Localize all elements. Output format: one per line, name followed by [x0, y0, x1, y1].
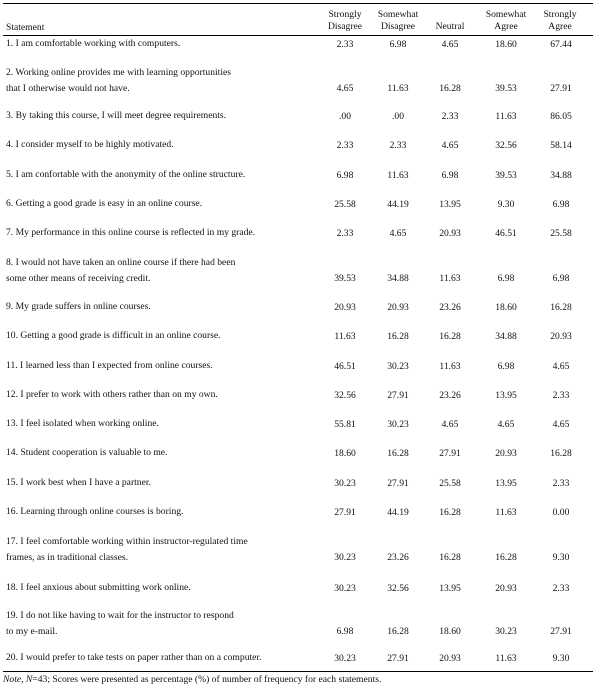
value-cell: 30.23 [495, 626, 517, 637]
statement-cell [6, 225, 291, 241]
statement-cell [6, 608, 291, 639]
value-cell: 23.26 [439, 302, 461, 313]
statement-cell [6, 445, 291, 461]
statement-cell [6, 299, 291, 315]
value-cell: 6.98 [336, 170, 354, 181]
value-cell: 16.28 [387, 626, 409, 637]
value-cell: 13.95 [439, 199, 461, 210]
value-cell: 2.33 [336, 228, 354, 239]
value-cell: 20.93 [387, 302, 409, 313]
value-cell: 0.00 [552, 507, 570, 518]
value-cell: 9.30 [497, 199, 515, 210]
table-row [3, 299, 593, 323]
header-statement: Statement [6, 22, 45, 33]
statement-cell [6, 65, 291, 96]
statement-cell [6, 504, 291, 520]
value-cell: 23.26 [439, 390, 461, 401]
value-cell: .00 [392, 111, 404, 122]
statement-text: 18. I feel anxious about submitting work online. [6, 582, 191, 593]
table-row [3, 108, 593, 132]
value-cell: 67.44 [550, 39, 572, 50]
value-cell: 30.23 [334, 478, 356, 489]
value-cell: 2.33 [336, 39, 354, 50]
value-cell: 13.95 [495, 478, 517, 489]
statement-text: 11. I learned less than I expected from online courses. [6, 360, 213, 371]
value-cell: 11.63 [495, 111, 517, 122]
statement-text: 20. I would prefer to take tests on paper rather than on a computer. [6, 652, 262, 663]
table-row [3, 504, 593, 528]
value-cell: 44.19 [387, 507, 409, 518]
table-row [3, 534, 593, 574]
value-cell: 6.98 [497, 361, 515, 372]
value-cell: 16.28 [439, 331, 461, 342]
value-cell: 34.88 [387, 273, 409, 284]
statement-cell [6, 167, 291, 183]
header-strongly-disagree: Strongly Disagree [327, 9, 363, 32]
value-cell: 20.93 [439, 228, 461, 239]
statement-cell [6, 475, 291, 491]
statement-text: 9. My grade suffers in online courses. [6, 301, 151, 312]
value-cell: 6.98 [389, 39, 407, 50]
value-cell: 6.98 [497, 273, 515, 284]
table-note: Note, N=43; Scores were presented as percentage (%) of number of frequency for each statements. [3, 674, 382, 685]
statement-text: 7. My performance in this online course is reflected in my grade. [6, 227, 256, 238]
value-cell: 20.93 [495, 448, 517, 459]
statement-text: 10. Getting a good grade is difficult in an online course. [6, 330, 221, 341]
value-cell: 16.28 [439, 507, 461, 518]
value-cell: 18.60 [495, 39, 517, 50]
value-cell: 18.60 [439, 626, 461, 637]
value-cell: 34.88 [495, 331, 517, 342]
statement-cell [6, 196, 291, 212]
value-cell: 86.05 [550, 111, 572, 122]
value-cell: 4.65 [389, 228, 407, 239]
value-cell: 11.63 [387, 83, 409, 94]
value-cell: 20.93 [550, 331, 572, 342]
value-cell: 2.33 [389, 140, 407, 151]
note-text: =43; Scores were presented as percentage (%) of number of frequency for each statements. [32, 674, 382, 685]
note-label: Note [3, 674, 22, 685]
value-cell: 20.93 [495, 583, 517, 594]
table-row [3, 225, 593, 249]
value-cell: .00 [339, 111, 351, 122]
value-cell: 6.98 [552, 199, 570, 210]
value-cell: 27.91 [439, 448, 461, 459]
value-cell: 30.23 [334, 583, 356, 594]
statement-cell [6, 328, 291, 344]
value-cell: 25.58 [439, 478, 461, 489]
table-row [3, 65, 593, 105]
value-cell: 11.63 [387, 170, 409, 181]
value-cell: 4.65 [552, 419, 570, 430]
statement-text-cont: frames, as in traditional classes. [6, 551, 129, 563]
value-cell: 16.28 [439, 83, 461, 94]
value-cell: 16.28 [387, 331, 409, 342]
value-cell: 6.98 [552, 273, 570, 284]
value-cell: 2.33 [441, 111, 459, 122]
table-row [3, 416, 593, 440]
statement-cell [6, 650, 291, 666]
value-cell: 4.65 [441, 419, 459, 430]
statement-cell [6, 36, 291, 52]
value-cell: 34.88 [550, 170, 572, 181]
value-cell: 9.30 [552, 653, 570, 664]
table-row [3, 358, 593, 382]
value-cell: 13.95 [439, 583, 461, 594]
table-header [3, 3, 593, 35]
statement-cell [6, 580, 291, 596]
value-cell: 32.56 [387, 583, 409, 594]
statement-text: 1. I am comfortable working with computers. [6, 38, 181, 49]
statement-cell [6, 416, 291, 432]
value-cell: 2.33 [552, 478, 570, 489]
header-somewhat-agree: Somewhat Agree [485, 9, 527, 32]
value-cell: 6.98 [336, 626, 354, 637]
table-row [3, 608, 593, 648]
statement-cell [6, 387, 291, 403]
value-cell: 13.95 [495, 390, 517, 401]
value-cell: 11.63 [439, 361, 461, 372]
table-row [3, 475, 593, 499]
statement-text: 15. I work best when I have a partner. [6, 477, 151, 488]
header-somewhat-disagree: Somewhat Disagree [377, 9, 419, 32]
statement-text: 14. Student cooperation is valuable to me. [6, 447, 168, 458]
value-cell: 30.23 [387, 361, 409, 372]
value-cell: 2.33 [552, 583, 570, 594]
statement-cell [6, 534, 291, 565]
statement-text: 4. I consider myself to be highly motivated. [6, 139, 174, 150]
value-cell: 16.28 [550, 448, 572, 459]
statement-text: 6. Getting a good grade is easy in an online course. [6, 198, 203, 209]
value-cell: 30.23 [334, 552, 356, 563]
statement-cell [6, 358, 291, 374]
value-cell: 20.93 [334, 302, 356, 313]
value-cell: 30.23 [334, 653, 356, 664]
value-cell: 16.28 [439, 552, 461, 563]
statement-text: 2. Working online provides me with learning opportunities [6, 67, 232, 78]
table-row [3, 167, 593, 191]
value-cell: 39.53 [495, 83, 517, 94]
table-row [3, 445, 593, 469]
table-row [3, 387, 593, 411]
value-cell: 44.19 [387, 199, 409, 210]
table-row [3, 580, 593, 604]
value-cell: 27.91 [550, 626, 572, 637]
value-cell: 30.23 [387, 419, 409, 430]
value-cell: 27.91 [550, 83, 572, 94]
value-cell: 18.60 [495, 302, 517, 313]
statement-text: 17. I feel comfortable working within instructor-regulated time [6, 536, 248, 547]
value-cell: 39.53 [334, 273, 356, 284]
statement-cell [6, 137, 291, 153]
value-cell: 23.26 [387, 552, 409, 563]
statement-text: 19. I do not like having to wait for the instructor to respond [6, 610, 234, 621]
value-cell: 4.65 [552, 361, 570, 372]
value-cell: 27.91 [387, 653, 409, 664]
statement-text: 12. I prefer to work with others rather than on my own. [6, 389, 218, 400]
value-cell: 4.65 [441, 39, 459, 50]
value-cell: 9.30 [552, 552, 570, 563]
value-cell: 2.33 [336, 140, 354, 151]
value-cell: 32.56 [334, 390, 356, 401]
value-cell: 25.58 [550, 228, 572, 239]
statement-text-cont: to my e-mail. [6, 625, 58, 637]
bottom-rule [3, 671, 593, 672]
value-cell: 27.91 [387, 390, 409, 401]
table-row [3, 137, 593, 161]
value-cell: 16.28 [550, 302, 572, 313]
statement-text: 8. I would not have taken an online course if there had been [6, 257, 236, 268]
statement-text-cont: that I otherwise would not have. [6, 82, 130, 94]
value-cell: 11.63 [495, 507, 517, 518]
value-cell: 58.14 [550, 140, 572, 151]
value-cell: 39.53 [495, 170, 517, 181]
value-cell: 16.28 [387, 448, 409, 459]
value-cell: 11.63 [439, 273, 461, 284]
note-n-label: N [25, 674, 33, 685]
statement-text: 13. I feel isolated when working online. [6, 418, 159, 429]
statement-cell [6, 255, 291, 286]
value-cell: 20.93 [439, 653, 461, 664]
header-strongly-agree: Strongly Agree [543, 9, 577, 32]
value-cell: 46.51 [495, 228, 517, 239]
value-cell: 4.65 [497, 419, 515, 430]
value-cell: 32.56 [495, 140, 517, 151]
value-cell: 4.65 [336, 83, 354, 94]
value-cell: 11.63 [334, 331, 356, 342]
value-cell: 18.60 [334, 448, 356, 459]
value-cell: 27.91 [334, 507, 356, 518]
statement-cell [6, 108, 291, 124]
value-cell: 46.51 [334, 361, 356, 372]
table-row [3, 36, 593, 60]
value-cell: 2.33 [552, 390, 570, 401]
value-cell: 27.91 [387, 478, 409, 489]
header-neutral: Neutral [435, 20, 465, 32]
value-cell: 11.63 [495, 653, 517, 664]
value-cell: 6.98 [441, 170, 459, 181]
statement-text-cont: some other means of receiving credit. [6, 272, 151, 284]
value-cell: 25.58 [334, 199, 356, 210]
value-cell: 55.81 [334, 419, 356, 430]
statement-text: 5. I am confortable with the anonymity of the online structure. [6, 169, 246, 180]
value-cell: 4.65 [441, 140, 459, 151]
table-row [3, 255, 593, 295]
value-cell: 16.28 [495, 552, 517, 563]
statement-text: 16. Learning through online courses is boring. [6, 506, 184, 517]
statement-text: 3. By taking this course, I will meet degree requirements. [6, 110, 227, 121]
table-row [3, 328, 593, 352]
table-row [3, 196, 593, 220]
